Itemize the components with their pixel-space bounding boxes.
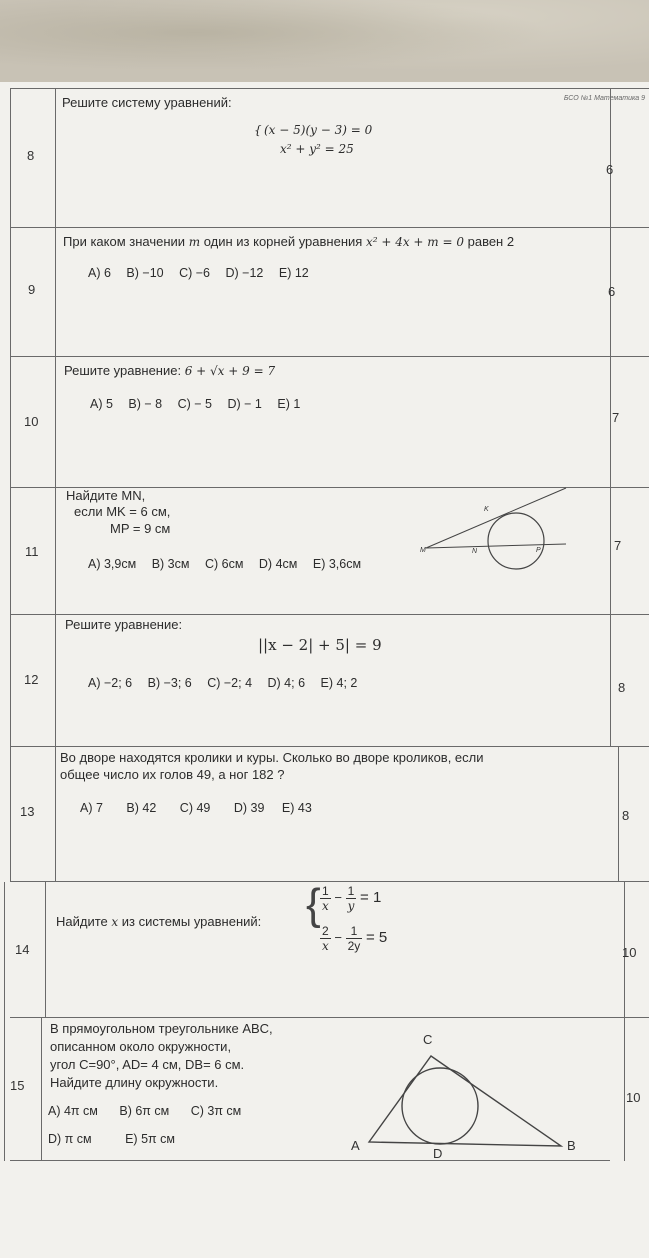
answer-options xyxy=(88,266,321,280)
denominator: x xyxy=(322,899,329,913)
task-score: 6 xyxy=(606,162,614,177)
system-brace: { xyxy=(254,123,262,137)
answer-options xyxy=(88,676,369,690)
option-e[interactable]: E) 43 xyxy=(281,801,312,815)
option-b[interactable]: B) −10 xyxy=(126,266,164,280)
option-b[interactable]: B) 3см xyxy=(151,557,190,571)
task-number: 15 xyxy=(10,1078,25,1093)
option-e[interactable]: E) 5π см xyxy=(125,1132,175,1146)
task-score: 8 xyxy=(622,808,630,823)
task-score: 10 xyxy=(626,1090,641,1105)
task-line-4: Найдите длину окружности. xyxy=(50,1075,219,1090)
task-line-3: MP = 9 см xyxy=(110,521,171,536)
prompt-part-a: При каком значении xyxy=(63,234,186,249)
score-cell xyxy=(610,615,611,747)
prompt-part-b: один из корней уравнения xyxy=(203,234,363,249)
option-e[interactable]: E) 4; 2 xyxy=(320,676,358,690)
task-line-1: Найдите MN, xyxy=(66,488,146,503)
task-line-2: описанном около окружности, xyxy=(50,1039,232,1054)
task-line-1: В прямоугольном треугольнике ABC, xyxy=(50,1021,273,1036)
score-cell xyxy=(610,89,611,228)
option-a[interactable]: A) 6 xyxy=(88,266,111,280)
equation: ||x − 2| + 5| = 9 xyxy=(258,636,382,654)
option-b[interactable]: B) 42 xyxy=(126,801,157,815)
option-d[interactable]: D) π см xyxy=(48,1132,92,1146)
option-c[interactable]: C) −2; 4 xyxy=(207,676,253,690)
option-d[interactable]: D) −12 xyxy=(225,266,264,280)
task-number: 14 xyxy=(15,942,30,957)
label-c: C xyxy=(423,1032,433,1047)
minus-sign: − xyxy=(334,889,342,905)
fraction xyxy=(320,924,331,953)
label-n: N xyxy=(472,548,478,555)
variable-x: x xyxy=(111,915,119,929)
prompt-part-c: равен 2 xyxy=(467,234,515,249)
option-e[interactable]: E) 12 xyxy=(278,266,309,280)
option-e[interactable]: E) 1 xyxy=(277,397,301,411)
denominator: 2y xyxy=(347,939,361,953)
secant-tangent-diagram xyxy=(418,486,568,576)
right-hand-side: = 5 xyxy=(365,928,388,946)
answer-options xyxy=(90,397,312,411)
option-c[interactable]: C) −6 xyxy=(179,266,211,280)
option-b[interactable]: B) −3; 6 xyxy=(147,676,192,690)
option-c[interactable]: C) 6см xyxy=(204,557,244,571)
task-number: 9 xyxy=(28,282,36,297)
prompt-part-a: Найдите xyxy=(56,914,108,929)
option-a[interactable]: A) 4π см xyxy=(48,1104,98,1118)
label-d: D xyxy=(433,1146,443,1160)
option-a[interactable]: A) 5 xyxy=(90,397,113,411)
score-cell xyxy=(610,357,611,488)
option-a[interactable]: A) −2; 6 xyxy=(88,676,133,690)
label-p: P xyxy=(536,547,541,554)
equation-2: x² + y² = 25 xyxy=(280,142,354,156)
label-a: A xyxy=(351,1138,360,1153)
option-d[interactable]: D) 4; 6 xyxy=(267,676,306,690)
system-brace: { xyxy=(306,880,321,929)
score-cell xyxy=(610,488,611,615)
numerator: 2 xyxy=(320,924,331,939)
option-c[interactable]: C) 49 xyxy=(179,801,211,815)
score-cell xyxy=(618,747,619,882)
answer-options xyxy=(80,801,324,815)
denominator: x xyxy=(322,939,329,953)
task-prompt: Решите уравнение: xyxy=(65,617,183,632)
prompt-part-b: из системы уравнений: xyxy=(121,914,262,929)
option-d[interactable]: D) 4см xyxy=(258,557,298,571)
task-score: 8 xyxy=(618,680,626,695)
task-score: 10 xyxy=(622,945,637,960)
fraction xyxy=(320,884,331,913)
option-c[interactable]: C) − 5 xyxy=(177,397,212,411)
equation-1: (x − 5)(y − 3) = 0 xyxy=(264,123,373,137)
answer-options xyxy=(88,557,373,571)
triangle-incircle-diagram xyxy=(345,1026,585,1160)
task-prompt xyxy=(56,914,261,929)
option-a[interactable]: A) 7 xyxy=(80,801,103,815)
task-score: 7 xyxy=(614,538,622,553)
numerator: 1 xyxy=(320,884,331,899)
task-prompt xyxy=(64,363,275,378)
option-d[interactable]: D) 39 xyxy=(233,801,265,815)
answer-options-row-2 xyxy=(48,1132,187,1146)
system-equation-1 xyxy=(320,884,381,913)
task-line-1: Во дворе находятся кролики и куры. Сколько во дворе кроликов, если xyxy=(60,750,484,765)
denominator: y xyxy=(347,899,355,913)
task-number: 12 xyxy=(24,672,39,687)
right-hand-side: = 1 xyxy=(360,888,382,906)
equation: 6 + √x + 9 = 7 xyxy=(184,364,276,378)
answer-options-row-1 xyxy=(48,1104,253,1118)
option-c[interactable]: C) 3π см xyxy=(190,1104,242,1118)
numerator: 1 xyxy=(346,924,363,939)
label-k: K xyxy=(484,506,489,513)
task-number: 10 xyxy=(24,414,39,429)
table-bottom-border xyxy=(10,1160,610,1161)
task-number: 13 xyxy=(20,804,35,819)
task-number: 8 xyxy=(27,148,35,163)
option-d[interactable]: D) − 1 xyxy=(227,397,262,411)
header-note: БСО №1 Математика 9 xyxy=(563,95,645,102)
task-score: 6 xyxy=(608,284,616,299)
task-prompt xyxy=(63,234,514,249)
equation: x² + 4x + m = 0 xyxy=(365,235,464,249)
minus-sign: − xyxy=(334,929,342,945)
task-line-3: угол C=90°, AD= 4 см, DB= 6 см. xyxy=(50,1057,245,1072)
fraction xyxy=(346,924,363,953)
system-equation-2 xyxy=(320,924,387,953)
task-number: 11 xyxy=(25,544,39,559)
variable-m: m xyxy=(188,235,201,249)
background-fabric xyxy=(0,0,649,82)
fraction xyxy=(346,884,357,913)
label-m: M xyxy=(420,547,426,554)
score-cell xyxy=(624,1018,625,1161)
prompt-text: Решите уравнение: xyxy=(64,363,182,378)
task-line-2: общее число их голов 49, а ног 182 ? xyxy=(60,767,285,782)
task-score: 7 xyxy=(612,410,620,425)
option-b[interactable]: B) − 8 xyxy=(128,397,163,411)
label-b: B xyxy=(567,1138,576,1153)
option-a[interactable]: A) 3,9см xyxy=(88,557,137,571)
option-e[interactable]: E) 3,6см xyxy=(312,557,362,571)
task-prompt: Решите систему уравнений: xyxy=(62,95,232,110)
task-line-2: если MK = 6 см, xyxy=(74,504,171,519)
option-b[interactable]: B) 6π см xyxy=(119,1104,170,1118)
numerator: 1 xyxy=(346,884,357,899)
